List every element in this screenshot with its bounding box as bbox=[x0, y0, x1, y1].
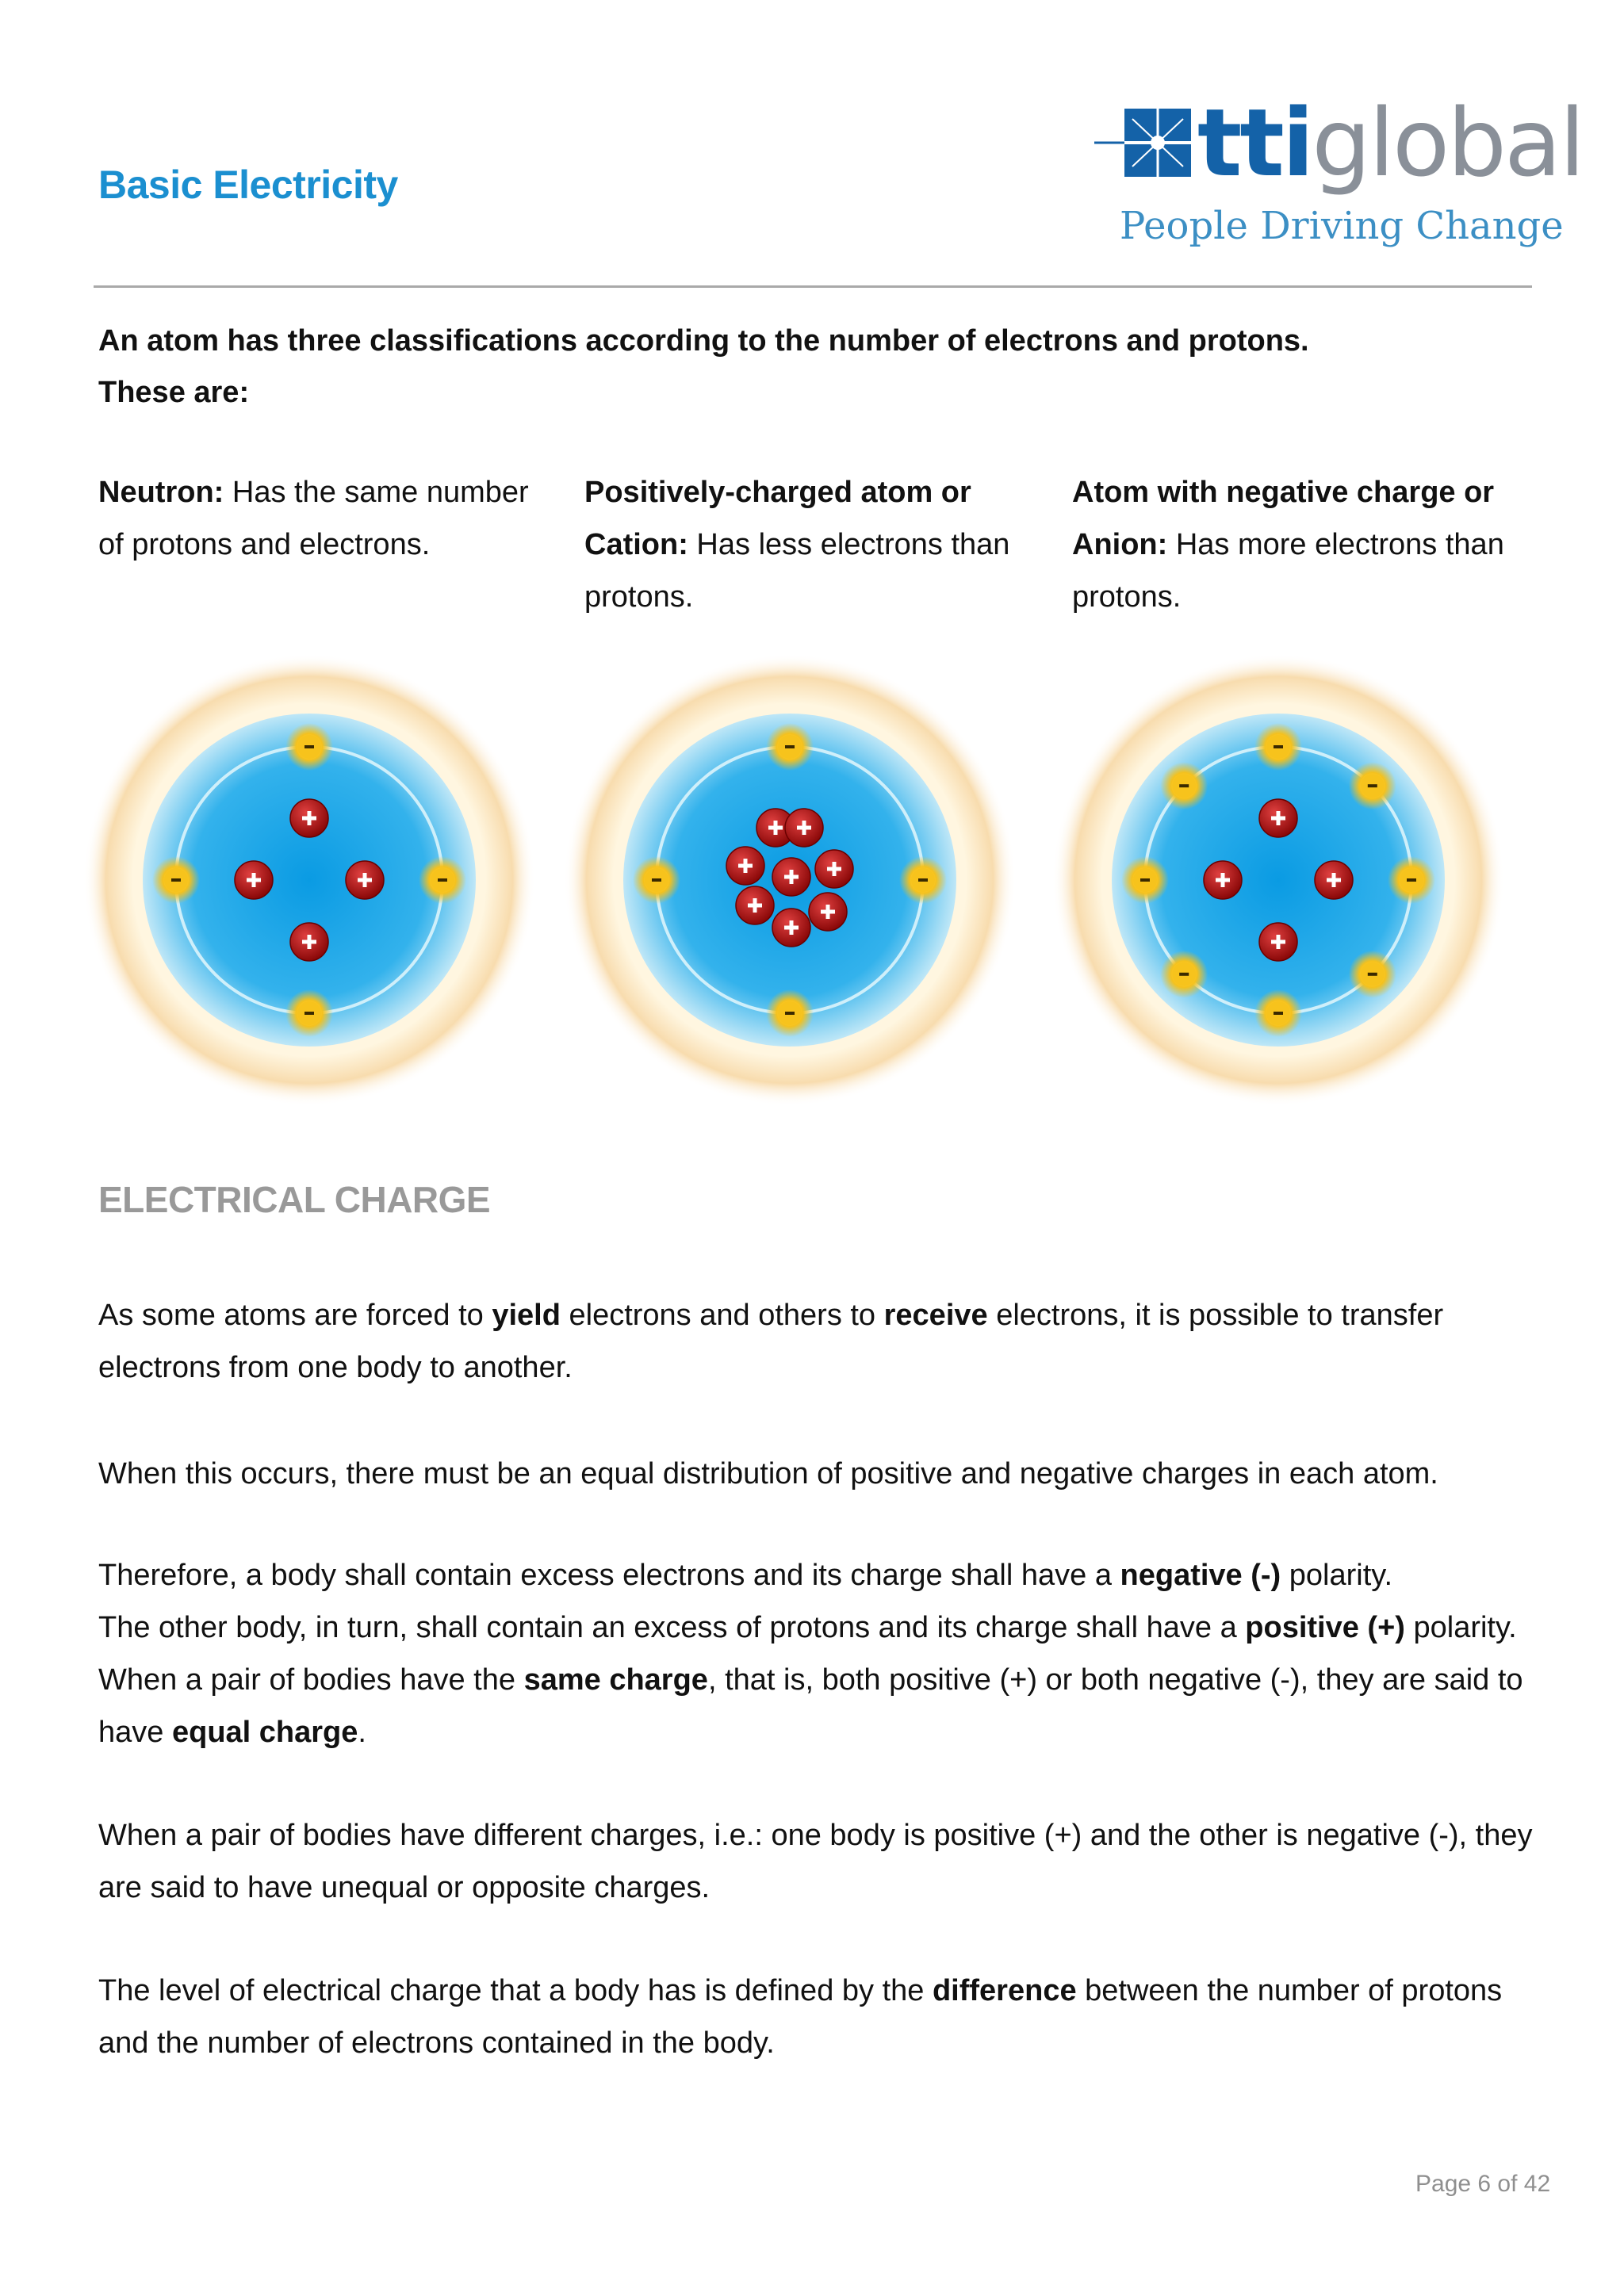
proton-icon bbox=[772, 909, 810, 947]
logo-wordmark: ttiglobal bbox=[1197, 88, 1584, 197]
paragraph-2: When this occurs, there must be an equal distribution of positive and negative charges in each atom. bbox=[98, 1457, 1438, 1490]
proton-icon bbox=[772, 858, 810, 896]
classification-term: Anion: bbox=[1072, 528, 1168, 561]
electron-icon bbox=[1349, 951, 1396, 998]
proton-icon bbox=[1204, 861, 1242, 899]
paragraph-1: As some atoms are forced to yield electrons and others to receive electrons, it is possible to transfer electrons from one body to another. bbox=[98, 1299, 1444, 1384]
proton-icon bbox=[235, 861, 273, 899]
logo-star-icon bbox=[1094, 99, 1213, 186]
proton-icon bbox=[726, 847, 764, 885]
intro-text bbox=[98, 316, 1526, 419]
proton-icon bbox=[1259, 799, 1297, 837]
electron-icon bbox=[152, 856, 200, 904]
electron-icon bbox=[1254, 723, 1302, 771]
page-title: Basic Electricity bbox=[98, 163, 398, 207]
electron-icon bbox=[633, 856, 680, 904]
classification-anion bbox=[1072, 466, 1516, 623]
header-divider bbox=[94, 285, 1532, 288]
classification-term: Neutron: bbox=[98, 476, 224, 509]
paragraph-4: When a pair of bodies have different charges, i.e.: one body is positive (+) and the other is negative (-), they are said to have unequal or opposite charges. bbox=[98, 1819, 1533, 1904]
electron-icon bbox=[766, 989, 814, 1037]
atom-diagrams bbox=[0, 650, 1624, 1142]
intro-line-2: These are: bbox=[98, 376, 250, 409]
proton-icon bbox=[736, 886, 774, 924]
classification-neutron bbox=[98, 466, 542, 571]
electron-icon bbox=[766, 723, 814, 771]
logo-tagline: People Driving Change bbox=[1120, 204, 1564, 248]
atom-anion-diagram bbox=[1048, 650, 1508, 1110]
electron-icon bbox=[419, 856, 466, 904]
classification-term-line1: Positively-charged atom or bbox=[584, 476, 971, 509]
paragraph-3: Therefore, a body shall contain excess electrons and its charge shall have a negative (-) polarity. The other body, in turn, shall contain an excess of protons and its charge shall have a positive (+) polarity. When a pair of bodies have the same charge, that is, both positive (+) or both negative (-), they are said to have equal charge. bbox=[98, 1559, 1523, 1749]
electron-icon bbox=[1160, 762, 1208, 809]
electron-icon bbox=[1388, 856, 1435, 904]
intro-line-1: An atom has three classifications according to the number of electrons and protons. bbox=[98, 324, 1309, 358]
classification-term-line1: Atom with negative charge or bbox=[1072, 476, 1495, 509]
atom-cation-diagram bbox=[560, 650, 1020, 1110]
proton-icon bbox=[809, 893, 847, 931]
proton-icon bbox=[346, 861, 384, 899]
proton-icon bbox=[290, 923, 328, 961]
electron-icon bbox=[1160, 951, 1208, 998]
proton-icon bbox=[785, 809, 823, 847]
electron-icon bbox=[1121, 856, 1169, 904]
page-number: Page 6 of 42 bbox=[1415, 2171, 1551, 2197]
electron-icon bbox=[899, 856, 947, 904]
tti-global-logo bbox=[1094, 88, 1584, 258]
electron-icon bbox=[285, 989, 333, 1037]
section-heading: ELECTRICAL CHARGE bbox=[98, 1179, 491, 1220]
classification-cation bbox=[584, 466, 1028, 623]
electron-icon bbox=[1349, 762, 1396, 809]
paragraph-5: The level of electrical charge that a body has is defined by the difference between the number of protons and the number of electrons contained in the body. bbox=[98, 1974, 1503, 2060]
classification-text: Has more electrons than protons. bbox=[1072, 528, 1504, 614]
electron-icon bbox=[1254, 989, 1302, 1037]
proton-icon bbox=[1315, 861, 1353, 899]
classification-term: Cation: bbox=[584, 528, 688, 561]
atom-neutral-diagram bbox=[79, 650, 539, 1110]
proton-icon bbox=[1259, 923, 1297, 961]
classification-text: Has less electrons than protons. bbox=[584, 528, 1010, 614]
electron-icon bbox=[285, 723, 333, 771]
proton-icon bbox=[290, 799, 328, 837]
classification-text: Has the same number of protons and electrons. bbox=[98, 476, 529, 561]
proton-icon bbox=[815, 850, 853, 888]
